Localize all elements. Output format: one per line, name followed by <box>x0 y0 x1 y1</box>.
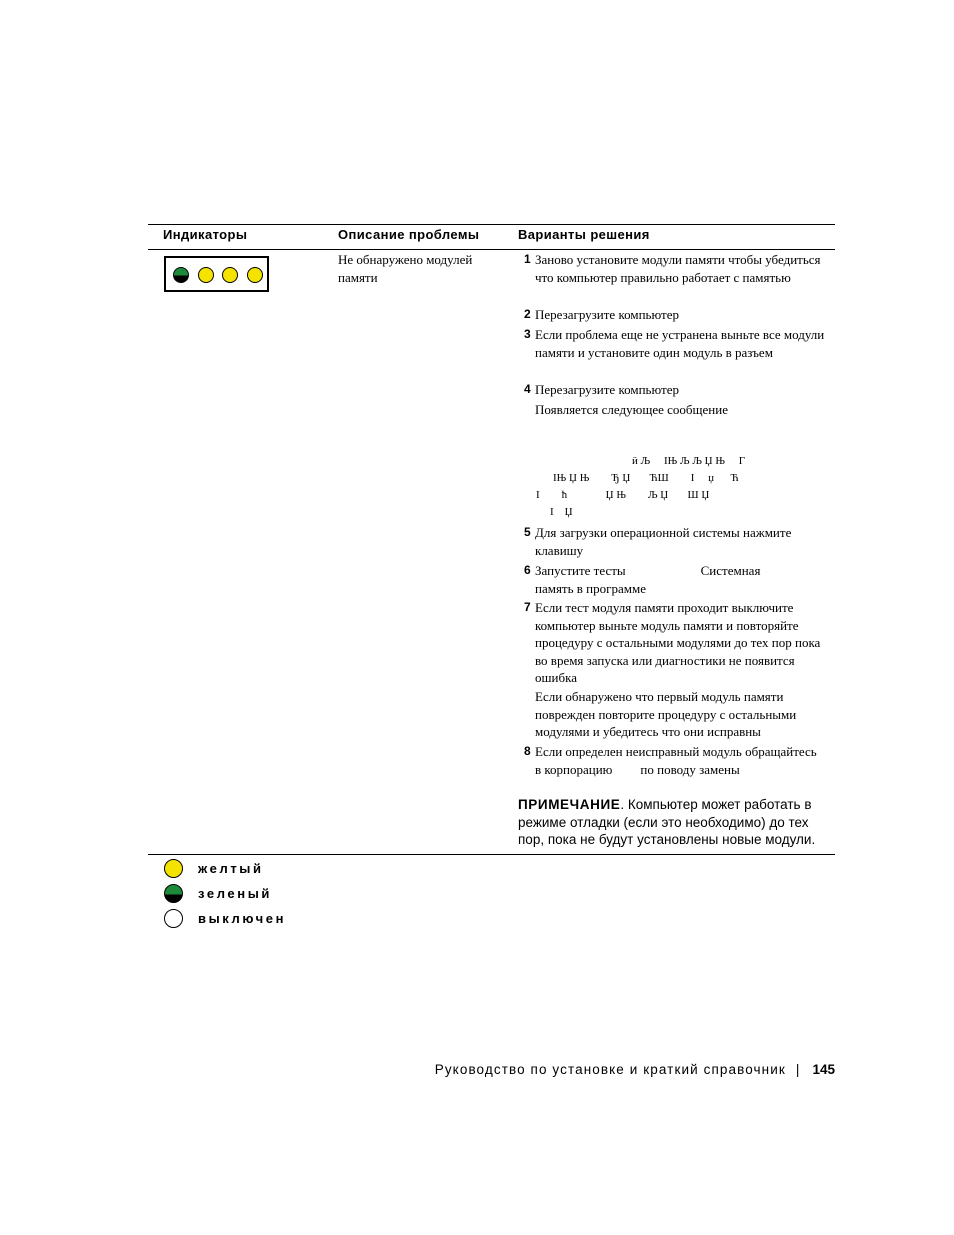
note-text: . Компьютер может работать в режиме отладки (если это необходимо) до тех пор, пока не будут установлены новые модули. <box>518 797 816 847</box>
error-message-line-1: ӥ Љ ІЊ Љ Љ Џ Њ Г <box>632 455 746 467</box>
error-message-line-3: І ћ Џ Њ Љ Џ Ш Џ <box>536 489 710 501</box>
step-number: 3 <box>524 327 531 341</box>
yellow-light-icon <box>164 859 183 878</box>
note-paragraph <box>518 796 833 849</box>
step-7-followup: Если обнаружено что первый модуль памяти поврежден повторите процедуру с остальными модулями и убедитесь что они исправны <box>535 689 797 739</box>
step-text-part: замены <box>699 761 740 777</box>
legend-green <box>164 884 272 904</box>
table-top-rule <box>148 224 835 225</box>
step-number: 5 <box>524 525 531 539</box>
step-4-message-intro: Появляется следующее сообщение <box>535 402 728 417</box>
table-bottom-rule <box>148 854 835 855</box>
step-text <box>535 562 830 597</box>
off-light-icon <box>164 909 183 928</box>
step-text: Если проблема еще не устранена выньте все модули памяти и установите один модуль в разъем <box>535 327 825 360</box>
step-text: Перезагрузите компьютер <box>535 307 679 322</box>
green-light-icon <box>164 884 183 903</box>
step-text-part: по поводу <box>640 761 696 777</box>
step-number: 2 <box>524 307 531 321</box>
problem-description: Не обнаружено модулей памяти <box>338 252 473 285</box>
error-message-line-2: ІЊ Џ Њ Ђ Џ ЋШ І џ Ћ <box>553 472 739 484</box>
legend-label: выключен <box>198 911 287 926</box>
page-footer <box>435 1062 835 1077</box>
light-3-yellow-icon <box>222 267 238 283</box>
step-number: 7 <box>524 600 531 614</box>
header-solutions: Варианты решения <box>518 227 650 242</box>
header-problem: Описание проблемы <box>338 227 480 242</box>
legend-off <box>164 909 287 929</box>
step-text-part: Запустите тесты <box>535 563 626 578</box>
step-text <box>535 743 820 778</box>
header-indicators: Индикаторы <box>163 227 248 242</box>
step-text: Если тест модуля памяти проходит выключите компьютер выньте модуль памяти и повторяйте процедуру с остальными модулями до тех пор пока во время запуска или диагностики не появится ошибка <box>535 600 821 685</box>
step-number: 4 <box>524 382 531 396</box>
footer-separator: | <box>795 1062 801 1077</box>
step-text-part: Системная <box>700 563 761 578</box>
page-number: 145 <box>812 1062 835 1077</box>
light-4-yellow-icon <box>247 267 263 283</box>
step-text-part: Если определен неисправный модуль обращайтесь в корпорацию <box>535 744 817 777</box>
legend-label: желтый <box>198 861 264 876</box>
step-number: 1 <box>524 252 531 266</box>
diagnostic-lights-panel <box>164 256 269 292</box>
table-header-rule <box>148 249 835 250</box>
light-2-yellow-icon <box>198 267 214 283</box>
step-text-part: память в программе <box>535 580 646 596</box>
step-text: Перезагрузите компьютер <box>535 382 679 397</box>
step-text: Для загрузки операционной системы нажмите клавишу <box>535 525 792 558</box>
step-text: Заново установите модули памяти чтобы убедиться что компьютер правильно работает с памятью <box>535 252 821 285</box>
step-number: 6 <box>524 563 531 577</box>
step-number: 8 <box>524 744 531 758</box>
light-1-green-icon <box>173 267 189 283</box>
legend-label: зеленый <box>198 886 272 901</box>
footer-title: Руководство по установке и краткий справочник <box>434 1062 786 1077</box>
note-label: ПРИМЕЧАНИЕ <box>518 797 621 812</box>
legend-yellow <box>164 859 264 879</box>
error-message-line-4: І Џ <box>550 506 573 518</box>
